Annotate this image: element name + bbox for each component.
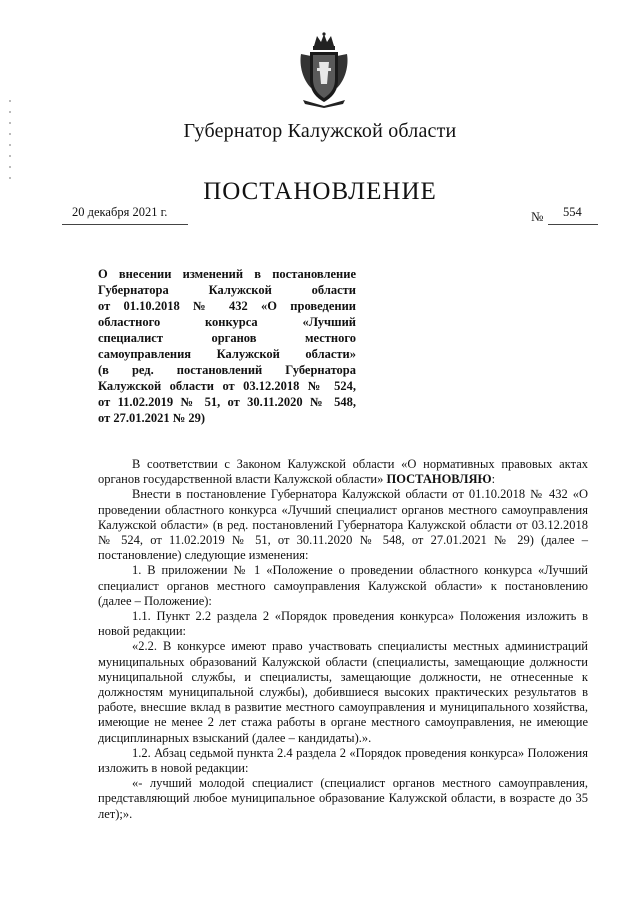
clause-young-specialist-paragraph: «- лучший молодой специалист (специалист органов местного самоуправления, представляющий любое муниципальное образование Калужской области, в возрасте до 35 лет);». <box>98 776 588 821</box>
item-1-2-paragraph: 1.2. Абзац седьмой пункта 2.4 раздела 2 «Порядок проведения конкурса» Положения изложить в новой редакции: <box>98 745 588 776</box>
resolve-keyword: ПОСТАНОВЛЯЮ <box>383 472 492 487</box>
subject-line: от 27.01.2021 № 29) <box>98 411 206 425</box>
subject-line: областного конкурса «Лучший <box>98 315 356 329</box>
coat-of-arms-emblem <box>297 32 351 108</box>
document-subject <box>98 266 356 426</box>
amendment-paragraph: Внести в постановление Губернатора Калужской области от 01.10.2018 № 432 «О проведении областного конкурса «Лучший специалист органов местного самоуправления Калужской области» (в ред. постановлений Губернатора Калужской области от 03.12.2018 № 524, от 11.02.2019 № 51, от 30.11.2020 № 548, от 27.01.2021 № 29) (далее – постановление) следующие изменения: <box>98 487 588 563</box>
subject-line: О внесении изменений в постановление <box>98 267 356 281</box>
date-underline <box>62 224 188 225</box>
preamble-colon: : <box>491 472 496 487</box>
issuer-title: Губернатор Калужской области <box>183 120 457 142</box>
subject-line: самоуправления Калужской области» <box>98 347 356 361</box>
subject-line: Губернатора Калужской области <box>98 283 356 297</box>
item-1-paragraph: 1. В приложении № 1 «Положение о проведении областного конкурса «Лучший специалист органов местного самоуправления Калужской области» к постановлению (далее – Положение): <box>98 563 588 608</box>
document-number: 554 <box>563 205 582 219</box>
number-underline <box>548 224 598 225</box>
subject-line: от 01.10.2018 № 432 «О проведении <box>98 299 356 313</box>
preamble-paragraph <box>98 457 588 487</box>
subject-line: Калужской области от 03.12.2018 № 524, <box>98 379 356 393</box>
preamble-text: В соответствии с Законом Калужской области «О нормативных правовых актах органов государственной власти Калужской области» <box>98 457 588 487</box>
document-date: 20 декабря 2021 г. <box>72 205 168 219</box>
document-type-heading: ПОСТАНОВЛЕНИЕ <box>203 178 437 205</box>
document-body <box>98 457 588 822</box>
subject-line: от 11.02.2019 № 51, от 30.11.2020 № 548, <box>98 395 356 409</box>
subject-line: специалист органов местного <box>98 331 356 345</box>
number-sign: № <box>531 209 544 224</box>
item-1-1-paragraph: 1.1. Пункт 2.2 раздела 2 «Порядок проведения конкурса» Положения изложить в новой редакции: <box>98 609 588 639</box>
clause-2-2-paragraph: «2.2. В конкурсе имеют право участвовать специалисты местных администраций муниципальных образований Калужской области (специалисты, замещающие должности муниципальной службы, и специалисты, замещающие должности, не отнесенные к должностям муниципальной службы), добившиеся высоких практических результатов в работе, внесшие вклад в развитие местного самоуправления и муниципального хозяйства, имеющие не менее 2 лет стажа работы в органе местного самоуправления, не имеющие дисциплинарных взысканий (далее – кандидаты).». <box>98 639 588 745</box>
subject-line: (в ред. постановлений Губернатора <box>98 363 356 377</box>
scan-margin-marks <box>9 100 11 190</box>
